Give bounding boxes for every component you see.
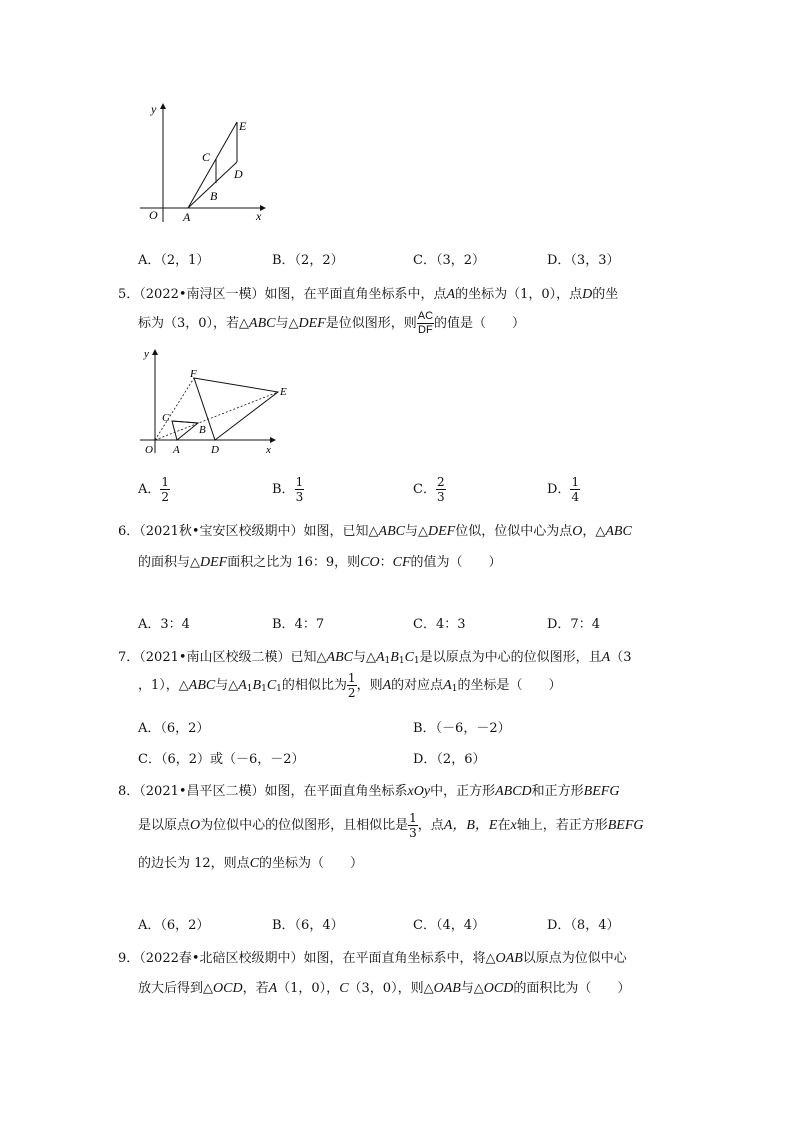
svg-text:F: F — [190, 368, 197, 380]
q9-stem-line2: 放大后得到△OCD，若A（1，0），C（3，0），则△OAB与△OCD的面积比为（ ） — [138, 981, 631, 996]
q7-stem-line2: ，1），△ABC与$\triangle A_1B_1C_1$的相似比为 $\frac{1}{2}$ ，则A的对应点$A_1$的坐标是（ ） — [138, 671, 562, 700]
q6-option-b[interactable]: B．4：7 — [272, 617, 325, 632]
q6-option-c[interactable]: C．4：3 — [413, 617, 466, 632]
q8-option-c[interactable]: C．（4，4） — [413, 918, 485, 933]
label-y: y — [151, 102, 157, 116]
q9-stem-line1: 9．（2022春•北碚区校级期中）如图，在平面直角坐标系中，将△OAB以原点为位似中心 — [118, 951, 627, 966]
q7-option-a[interactable]: A．（6，2） — [138, 721, 210, 736]
svg-text:A: A — [173, 444, 180, 456]
q5-option-b[interactable]: B． $\frac{1}{3}$ — [272, 475, 304, 504]
svg-text:y: y — [144, 348, 149, 360]
question4-figure — [140, 100, 280, 225]
q7-option-c[interactable]: C．（6，2）或（－6，－2） — [138, 752, 305, 767]
svg-text:E: E — [280, 386, 287, 398]
q8-option-b[interactable]: B．（6，4） — [272, 918, 344, 933]
label-C: C — [202, 150, 211, 164]
q7-option-d[interactable]: D．（2，6） — [413, 752, 486, 767]
q8-option-a[interactable]: A．（6，2） — [138, 918, 210, 933]
svg-text:D: D — [211, 444, 219, 456]
label-x: x — [256, 209, 262, 223]
q6-stem-line1: 6．（2021秋•宝安区校级期中）如图，已知△ABC与△DEF位似，位似中心为点O，△ABC — [118, 524, 632, 539]
q7-stem-line1: 7．（2021•南山区校级二模）已知△ABC与$\triangle A_1B_1C_1$是以原点为中心的位似图形，且A（3 — [118, 650, 632, 666]
q4-option-c[interactable]: C．（3，2） — [413, 253, 485, 268]
svg-text:C: C — [162, 412, 170, 424]
q5-option-d[interactable]: D． $\frac{1}{4}$ — [547, 475, 580, 504]
q7-option-b[interactable]: B．（－6，－2） — [413, 721, 511, 736]
label-E: E — [239, 119, 247, 133]
q8-stem-line1: 8．（2021•昌平区二模）如图，在平面直角坐标系xOy中，正方形ABCD和正方形BEFG — [118, 784, 620, 799]
label-D: D — [234, 167, 243, 181]
q6-stem-line2: 的面积与△DEF面积之比为 16：9，则CO：CF的值为（ ） — [138, 555, 502, 570]
q5-stem-line2: 标为（3，0），若△ABC与△DEF是位似图形，则 $\frac{AC}{DF}$ 的值是（ ） — [138, 310, 526, 336]
q4-option-a[interactable]: A．（2，1） — [138, 253, 210, 268]
q5-fraction: $\frac{AC}{DF}$ — [417, 310, 434, 336]
q8-stem-line2: 是以原点O为位似中心的位似图形，且相似比是 $\frac{1}{3}$ ，点A，B，E在x轴上，若正方形BEFG — [138, 811, 644, 840]
q6-option-a[interactable]: A．3：4 — [138, 617, 190, 632]
q4-option-d[interactable]: D．（3，3） — [547, 253, 620, 268]
q5-option-c[interactable]: C． $\frac{2}{3}$ — [413, 475, 445, 504]
svg-text:B: B — [199, 424, 206, 436]
q6-option-d[interactable]: D．7：4 — [547, 617, 600, 632]
label-A: A — [183, 210, 191, 224]
q5-stem-line1: 5．（2022•南浔区一模）如图，在平面直角坐标系中，点A的坐标为（1，0），点D的坐 — [118, 287, 619, 302]
label-B: B — [210, 189, 218, 203]
q8-stem-line3: 的边长为 12，则点C的坐标为（ ） — [138, 856, 364, 871]
q8-option-d[interactable]: D．（8，4） — [547, 918, 620, 933]
q5-option-a[interactable]: A． $\frac{1}{2}$ — [138, 475, 170, 504]
svg-text:O: O — [145, 444, 153, 456]
q4-option-b[interactable]: B．（2，2） — [272, 253, 344, 268]
label-O: O — [149, 208, 158, 222]
svg-text:x: x — [266, 444, 271, 456]
question5-figure — [140, 345, 290, 460]
